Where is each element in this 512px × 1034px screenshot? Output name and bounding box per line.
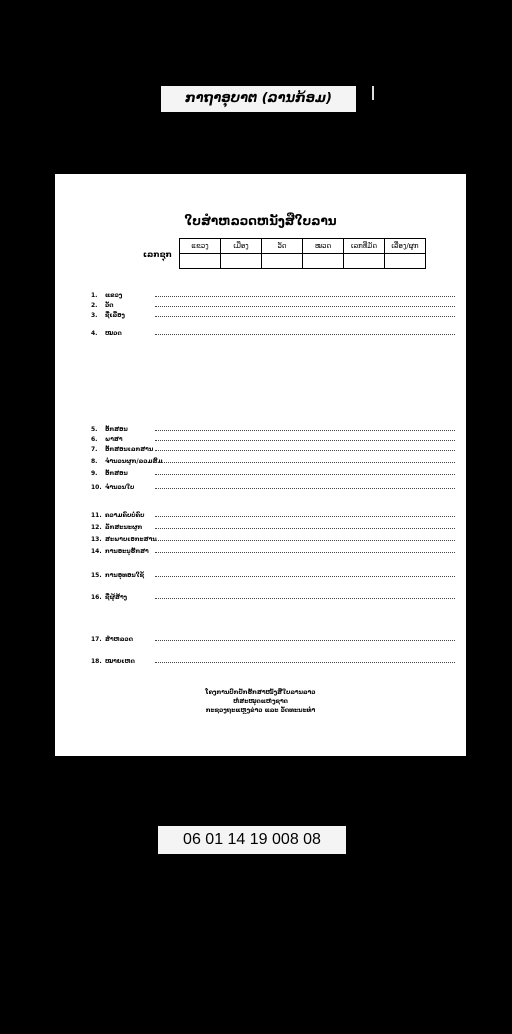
row-fill-line: [155, 536, 455, 541]
row-number: 8.: [91, 458, 98, 465]
row-number: 6.: [91, 436, 98, 443]
code-header: ແຂວງ: [180, 239, 221, 254]
row-label: ຈຳນວນໃບ: [105, 484, 135, 491]
form-row: [91, 594, 455, 601]
code-header: ວັດ: [262, 239, 303, 254]
form-row: [91, 536, 455, 543]
code-table: [179, 238, 426, 269]
row-number: 16.: [91, 594, 102, 601]
code-header: ເລື່ອງ/ຜູກ: [385, 239, 426, 254]
row-label: ໝວດ: [105, 330, 122, 337]
survey-form-document: [55, 174, 466, 756]
manuscript-id-label: 06 01 14 19 008 08: [158, 826, 346, 854]
form-row: [91, 658, 455, 665]
row-fill-line: [155, 636, 455, 641]
row-label: ຈຳນວນຜູກ/ລວມສົມ: [105, 458, 163, 465]
row-label: ລັກສະນະຜູກ: [105, 524, 143, 531]
row-fill-line: [155, 302, 455, 307]
row-label: ພາສາ: [105, 436, 123, 443]
row-fill-line: [155, 512, 455, 517]
form-row: [91, 446, 455, 453]
row-fill-line: [155, 446, 455, 451]
form-row: [91, 548, 455, 555]
form-row: [91, 484, 455, 491]
row-fill-line: [155, 484, 455, 489]
row-label: ວັດ: [105, 302, 114, 309]
row-number: 14.: [91, 548, 102, 555]
row-number: 13.: [91, 536, 102, 543]
manuscript-title-label: ກາຖາອຸບາຕ (ລານກ້ອມ): [161, 86, 356, 112]
row-fill-line: [155, 312, 455, 317]
row-fill-line: [155, 458, 455, 463]
form-row: [91, 436, 455, 443]
row-fill-line: [155, 572, 455, 577]
form-row: [91, 458, 455, 465]
row-label: ໝາຍເຫດ: [105, 658, 135, 665]
row-number: 5.: [91, 426, 98, 433]
form-row: [91, 330, 455, 337]
row-label: ສະພາບເອກະສານ: [105, 536, 157, 543]
form-row: [91, 312, 455, 319]
row-number: 17.: [91, 636, 102, 643]
row-label: ອັກສອນເລກສານ: [105, 446, 154, 453]
form-row: [91, 302, 455, 309]
row-number: 2.: [91, 302, 98, 309]
row-number: 4.: [91, 330, 98, 337]
form-row: [91, 512, 455, 519]
footer-line: ໂຄງການປົກປັກຮັກສາໜັງສືໃບລານລາວ: [205, 689, 316, 696]
row-label: ສຳຫລວດ: [105, 636, 133, 643]
row-label: ການອະນຸຮັກສາ: [105, 548, 149, 555]
code-header: ເລກທີ່ມັດ: [344, 239, 385, 254]
row-label: ຄວາມຄົບບໍ່ຄົບ: [105, 512, 145, 519]
form-row: [91, 292, 455, 299]
row-fill-line: [155, 658, 455, 663]
row-label: ຊື່ເລື່ອງ: [105, 312, 125, 319]
footer-line: ຫໍສະໝຸດແຫ່ງຊາດ: [233, 698, 288, 705]
row-number: 15.: [91, 572, 102, 579]
row-number: 18.: [91, 658, 102, 665]
form-row: [91, 524, 455, 531]
form-row: [91, 572, 455, 579]
form-row: [91, 470, 455, 477]
form-row: [91, 426, 455, 433]
form-footer: [55, 688, 466, 715]
row-fill-line: [155, 292, 455, 297]
row-number: 11.: [91, 512, 102, 519]
code-header: ເມືອງ: [221, 239, 262, 254]
form-title: ໃບສຳຫລວດຫນັງສືໃບລານ: [184, 214, 337, 228]
row-label: ການອຸທອນໃຊ້: [105, 572, 145, 579]
row-label: ອັກສອນ: [105, 426, 128, 433]
row-fill-line: [155, 548, 455, 553]
form-row: [91, 636, 455, 643]
row-number: 10.: [91, 484, 102, 491]
row-label: ຊື່ຜູ້ສ້າງ: [105, 594, 128, 601]
row-fill-line: [155, 594, 455, 599]
mark: [372, 86, 374, 100]
row-fill-line: [155, 524, 455, 529]
code-header: ໝວດ: [303, 239, 344, 254]
row-fill-line: [155, 426, 455, 431]
row-number: 12.: [91, 524, 102, 531]
row-label: ອັກສອນ: [105, 470, 128, 477]
code-label: ເລກຊຸກ: [143, 250, 172, 259]
row-fill-line: [155, 436, 455, 441]
row-label: ແຂວງ: [105, 292, 123, 299]
row-number: 1.: [91, 292, 98, 299]
row-fill-line: [155, 330, 455, 335]
row-fill-line: [155, 470, 455, 475]
row-number: 7.: [91, 446, 98, 453]
footer-line: ກະຊວງຖະແຫຼງຂ່າວ ແລະ ວັດທະນະທຳ: [205, 707, 316, 714]
row-number: 3.: [91, 312, 98, 319]
row-number: 9.: [91, 470, 98, 477]
